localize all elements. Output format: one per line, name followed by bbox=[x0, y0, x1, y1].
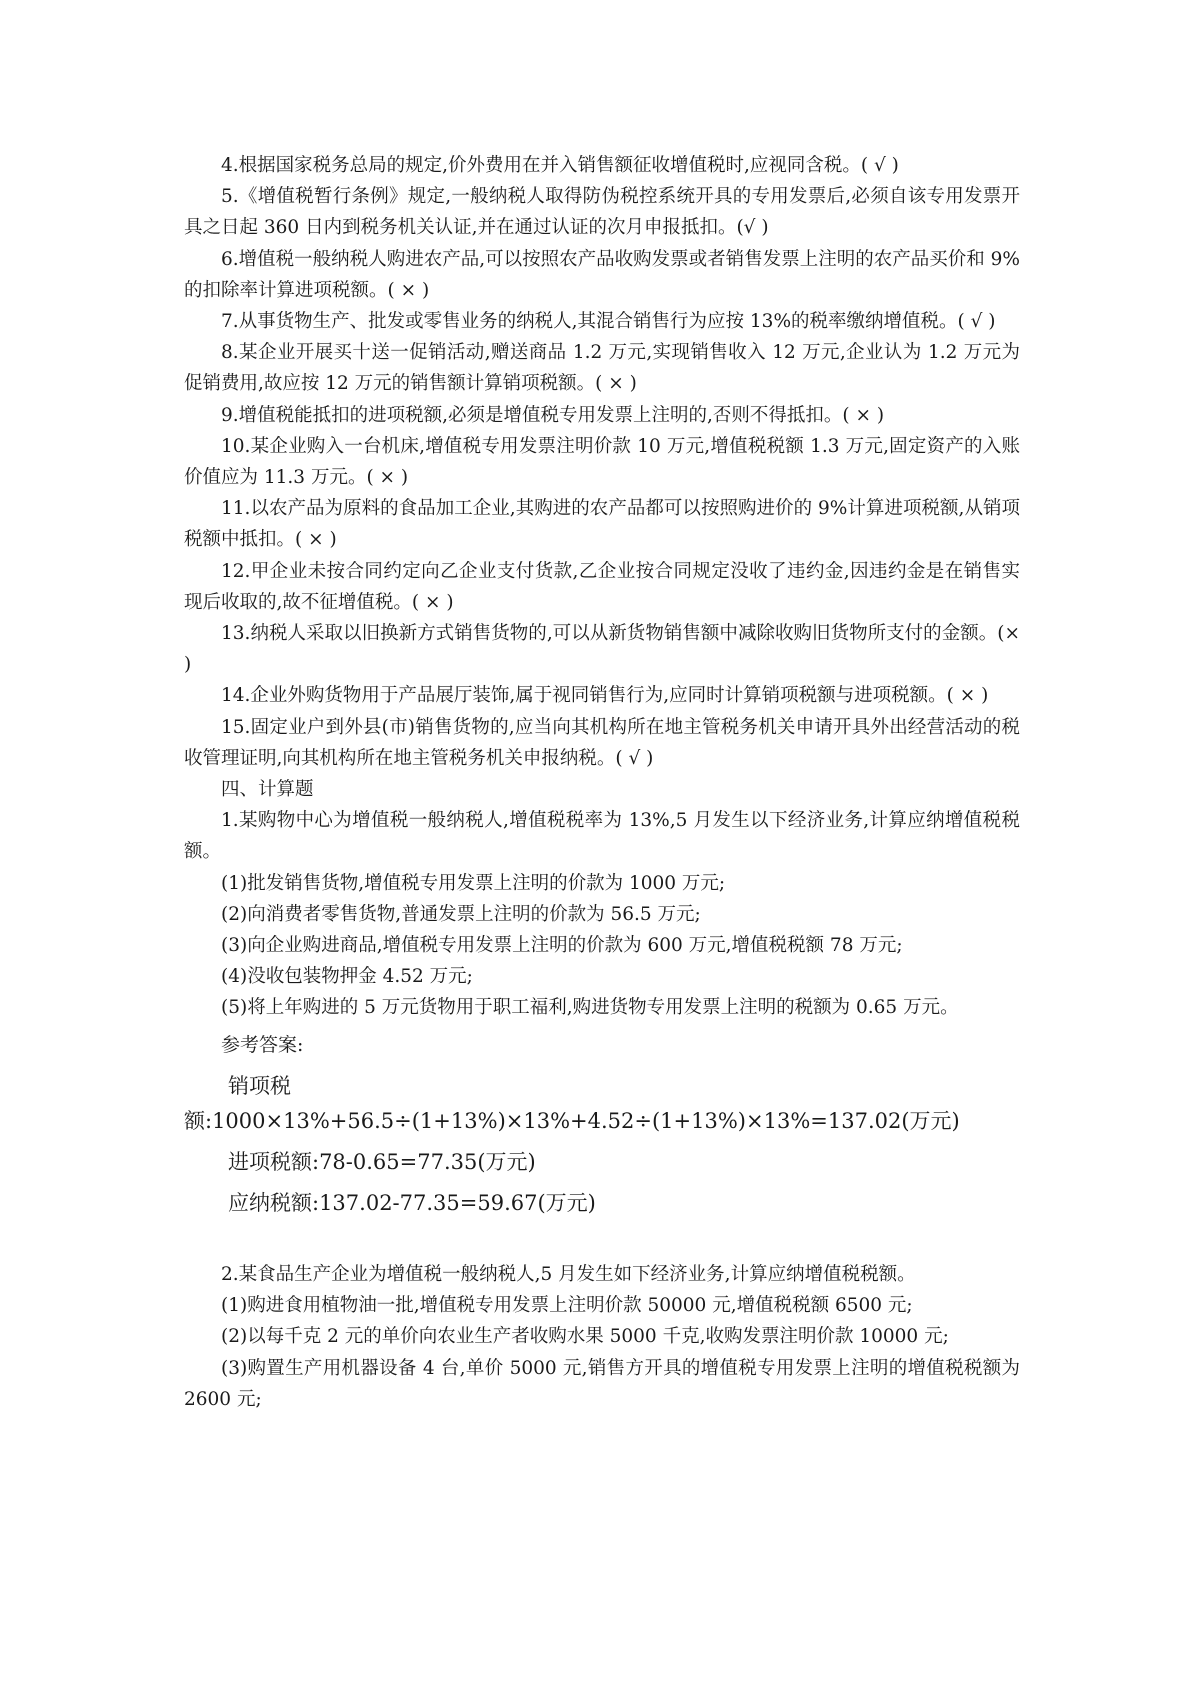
problem1-item-4: (4)没收包装物押金 4.52 万元; bbox=[221, 966, 473, 988]
judgment-item-5: 5.《增值税暂行条例》规定,一般纳税人取得防伪税控系统开具的专用发票后,必须自该专用发票开具之日起 360 日内到税务机关认证,并在通过认证的次月申报抵扣。(√ ) bbox=[184, 186, 1020, 239]
problem2-stem: 2.某食品生产企业为增值税一般纳税人,5 月发生如下经济业务,计算应纳增值税税额。 bbox=[221, 1263, 916, 1285]
answer-label: 参考答案: bbox=[221, 1033, 304, 1056]
spacer bbox=[184, 1221, 1020, 1259]
answer-input-tax: 进项税额:78-0.65=77.35(万元) bbox=[228, 1149, 536, 1174]
problem2-item-2: (2)以每千克 2 元的单价向农业生产者收购水果 5000 千克,收购发票注明价款 10000 元; bbox=[221, 1326, 949, 1348]
judgment-item-13: 13.纳税人采取以旧换新方式销售货物的,可以从新货物销售额中减除收购旧货物所支付的金额。(× ) bbox=[184, 623, 1020, 676]
problem1-item-2: (2)向消费者零售货物,普通发票上注明的价款为 56.5 万元; bbox=[221, 903, 701, 925]
judgment-item-8: 8.某企业开展买十送一促销活动,赠送商品 1.2 万元,实现销售收入 12 万元,企业认为 1.2 万元为促销费用,故应按 12 万元的销售额计算销项税额。( × ) bbox=[184, 342, 1020, 395]
problem1-item-5: (5)将上年购进的 5 万元货物用于职工福利,购进货物专用发票上注明的税额为 0.65 万元。 bbox=[221, 997, 959, 1019]
judgment-item-11: 11.以农产品为原料的食品加工企业,其购进的农产品都可以按照购进价的 9%计算进项税额,从销项税额中抵扣。( × ) bbox=[184, 498, 1020, 551]
judgment-item-12: 12.甲企业未按合同约定向乙企业支付货款,乙企业按合同规定没收了违约金,因违约金是在销售实现后收取的,故不征增值税。( × ) bbox=[184, 560, 1020, 613]
problem1-stem: 1.某购物中心为增值税一般纳税人,增值税税率为 13%,5 月发生以下经济业务,计算应纳增值税税额。 bbox=[184, 810, 1020, 863]
judgment-item-7: 7.从事货物生产、批发或零售业务的纳税人,其混合销售行为应按 13%的税率缴纳增值税。( √ ) bbox=[221, 311, 996, 333]
judgment-item-6: 6.增值税一般纳税人购进农产品,可以按照农产品收购发票或者销售发票上注明的农产品买价和 9%的扣除率计算进项税额。( × ) bbox=[184, 248, 1020, 301]
judgment-item-14: 14.企业外购货物用于产品展厅装饰,属于视同销售行为,应同时计算销项税额与进项税额。( × ) bbox=[221, 685, 989, 707]
answer-output-tax: 销项税额:1000×13%+56.5÷(1+13%)×13%+4.52÷(1+13%)×13%=137.02(万元) bbox=[184, 1073, 960, 1133]
problem2-item-1: (1)购进食用植物油一批,增值税专用发票上注明价款 50000 元,增值税税额 6500 元; bbox=[221, 1295, 913, 1317]
problem1-item-1: (1)批发销售货物,增值税专用发票上注明的价款为 1000 万元; bbox=[221, 872, 726, 894]
section-title: 四、计算题 bbox=[221, 779, 314, 801]
judgment-item-15: 15.固定业户到外县(市)销售货物的,应当向其机构所在地主管税务机关申请开具外出经营活动的税收管理证明,向其机构所在地主管税务机关申报纳税。( √ ) bbox=[184, 716, 1020, 769]
problem1-item-3: (3)向企业购进商品,增值税专用发票上注明的价款为 600 万元,增值税税额 78 万元; bbox=[221, 935, 903, 957]
answer-payable-tax: 应纳税额:137.02-77.35=59.67(万元) bbox=[228, 1190, 596, 1215]
judgment-item-10: 10.某企业购入一台机床,增值税专用发票注明价款 10 万元,增值税税额 1.3 万元,固定资产的入账价值应为 11.3 万元。( × ) bbox=[184, 435, 1020, 489]
problem2-item-3: (3)购置生产用机器设备 4 台,单价 5000 元,销售方开具的增值税专用发票上注明的增值税税额为 2600 元; bbox=[184, 1357, 1020, 1410]
document-page bbox=[184, 150, 1020, 1415]
judgment-item-4: 4.根据国家税务总局的规定,价外费用在并入销售额征收增值税时,应视同含税。( √ ) bbox=[221, 155, 899, 176]
judgment-item-9: 9.增值税能抵扣的进项税额,必须是增值税专用发票上注明的,否则不得抵扣。( × ) bbox=[221, 404, 885, 426]
